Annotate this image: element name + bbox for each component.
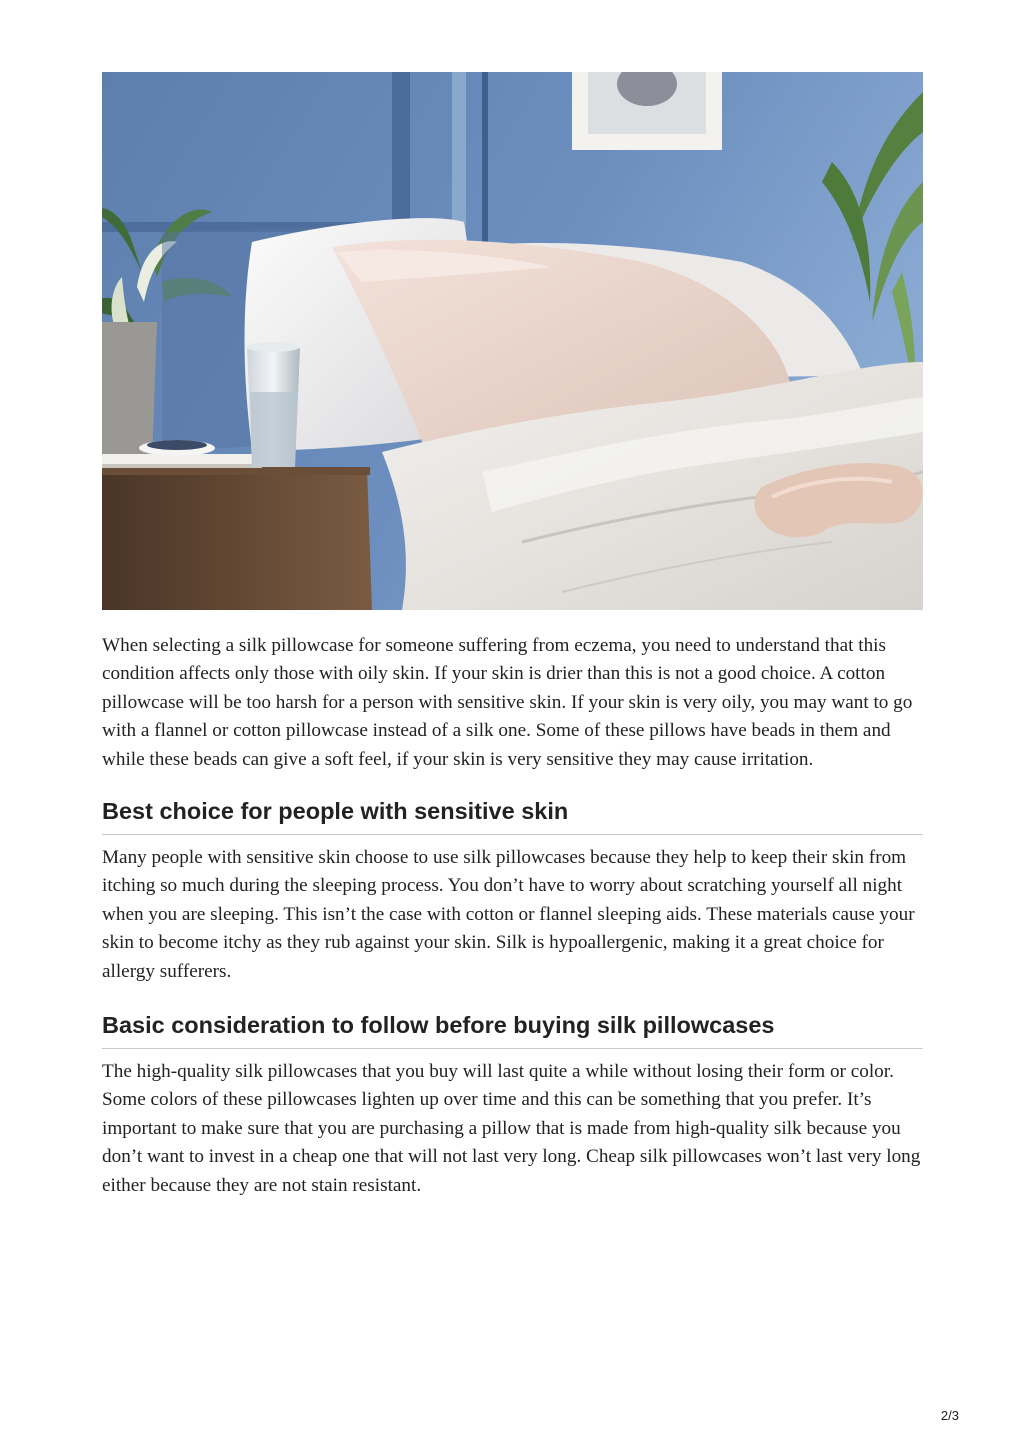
bedroom-photo <box>102 72 923 610</box>
document-page <box>102 72 923 1200</box>
paragraph-buying-considerations: The high-quality silk pillowcases that you buy will last quite a while without losing their form or color. Some colors of these pillowcases lighten up over time and this can be something that you prefer. It’s important to make sure that you are purchasing a pillow that is made from high-quality silk because you don’t want to invest in a cheap one that will not last very long. Cheap silk pillowcases won’t last very long either because they are not stain resistant. <box>102 1061 921 1196</box>
paragraph-eczema: When selecting a silk pillowcase for someone suffering from eczema, you need to understand that this condition affects only those with oily skin. If your skin is drier than this is not a good choice. A cotton pillowcase will be too harsh for a person with sensitive skin. If your skin is very oily, you may want to go with a flannel or cotton pillowcase instead of a silk one. Some of these pillows have beads in them and while these beads can give a soft feel, if your skin is very sensitive they may cause irritation. <box>102 635 913 770</box>
paragraph-sensitive-skin: Many people with sensitive skin choose to use silk pillowcases because they help to keep their skin from itching so much during the sleeping process. You don’t have to worry about scratching yourself all night when you are sleeping. This isn’t the case with cotton or flannel sleeping aids. These materials cause your skin to become itchy as they rub against your skin. Silk is hypoallergenic, making it a great choice for allergy sufferers. <box>102 847 915 982</box>
page-number: 2/3 <box>940 1408 959 1423</box>
section-heading-sensitive-skin: Best choice for people with sensitive skin <box>102 796 923 835</box>
section-heading-buying-considerations: Basic consideration to follow before buying silk pillowcases <box>102 1010 923 1049</box>
